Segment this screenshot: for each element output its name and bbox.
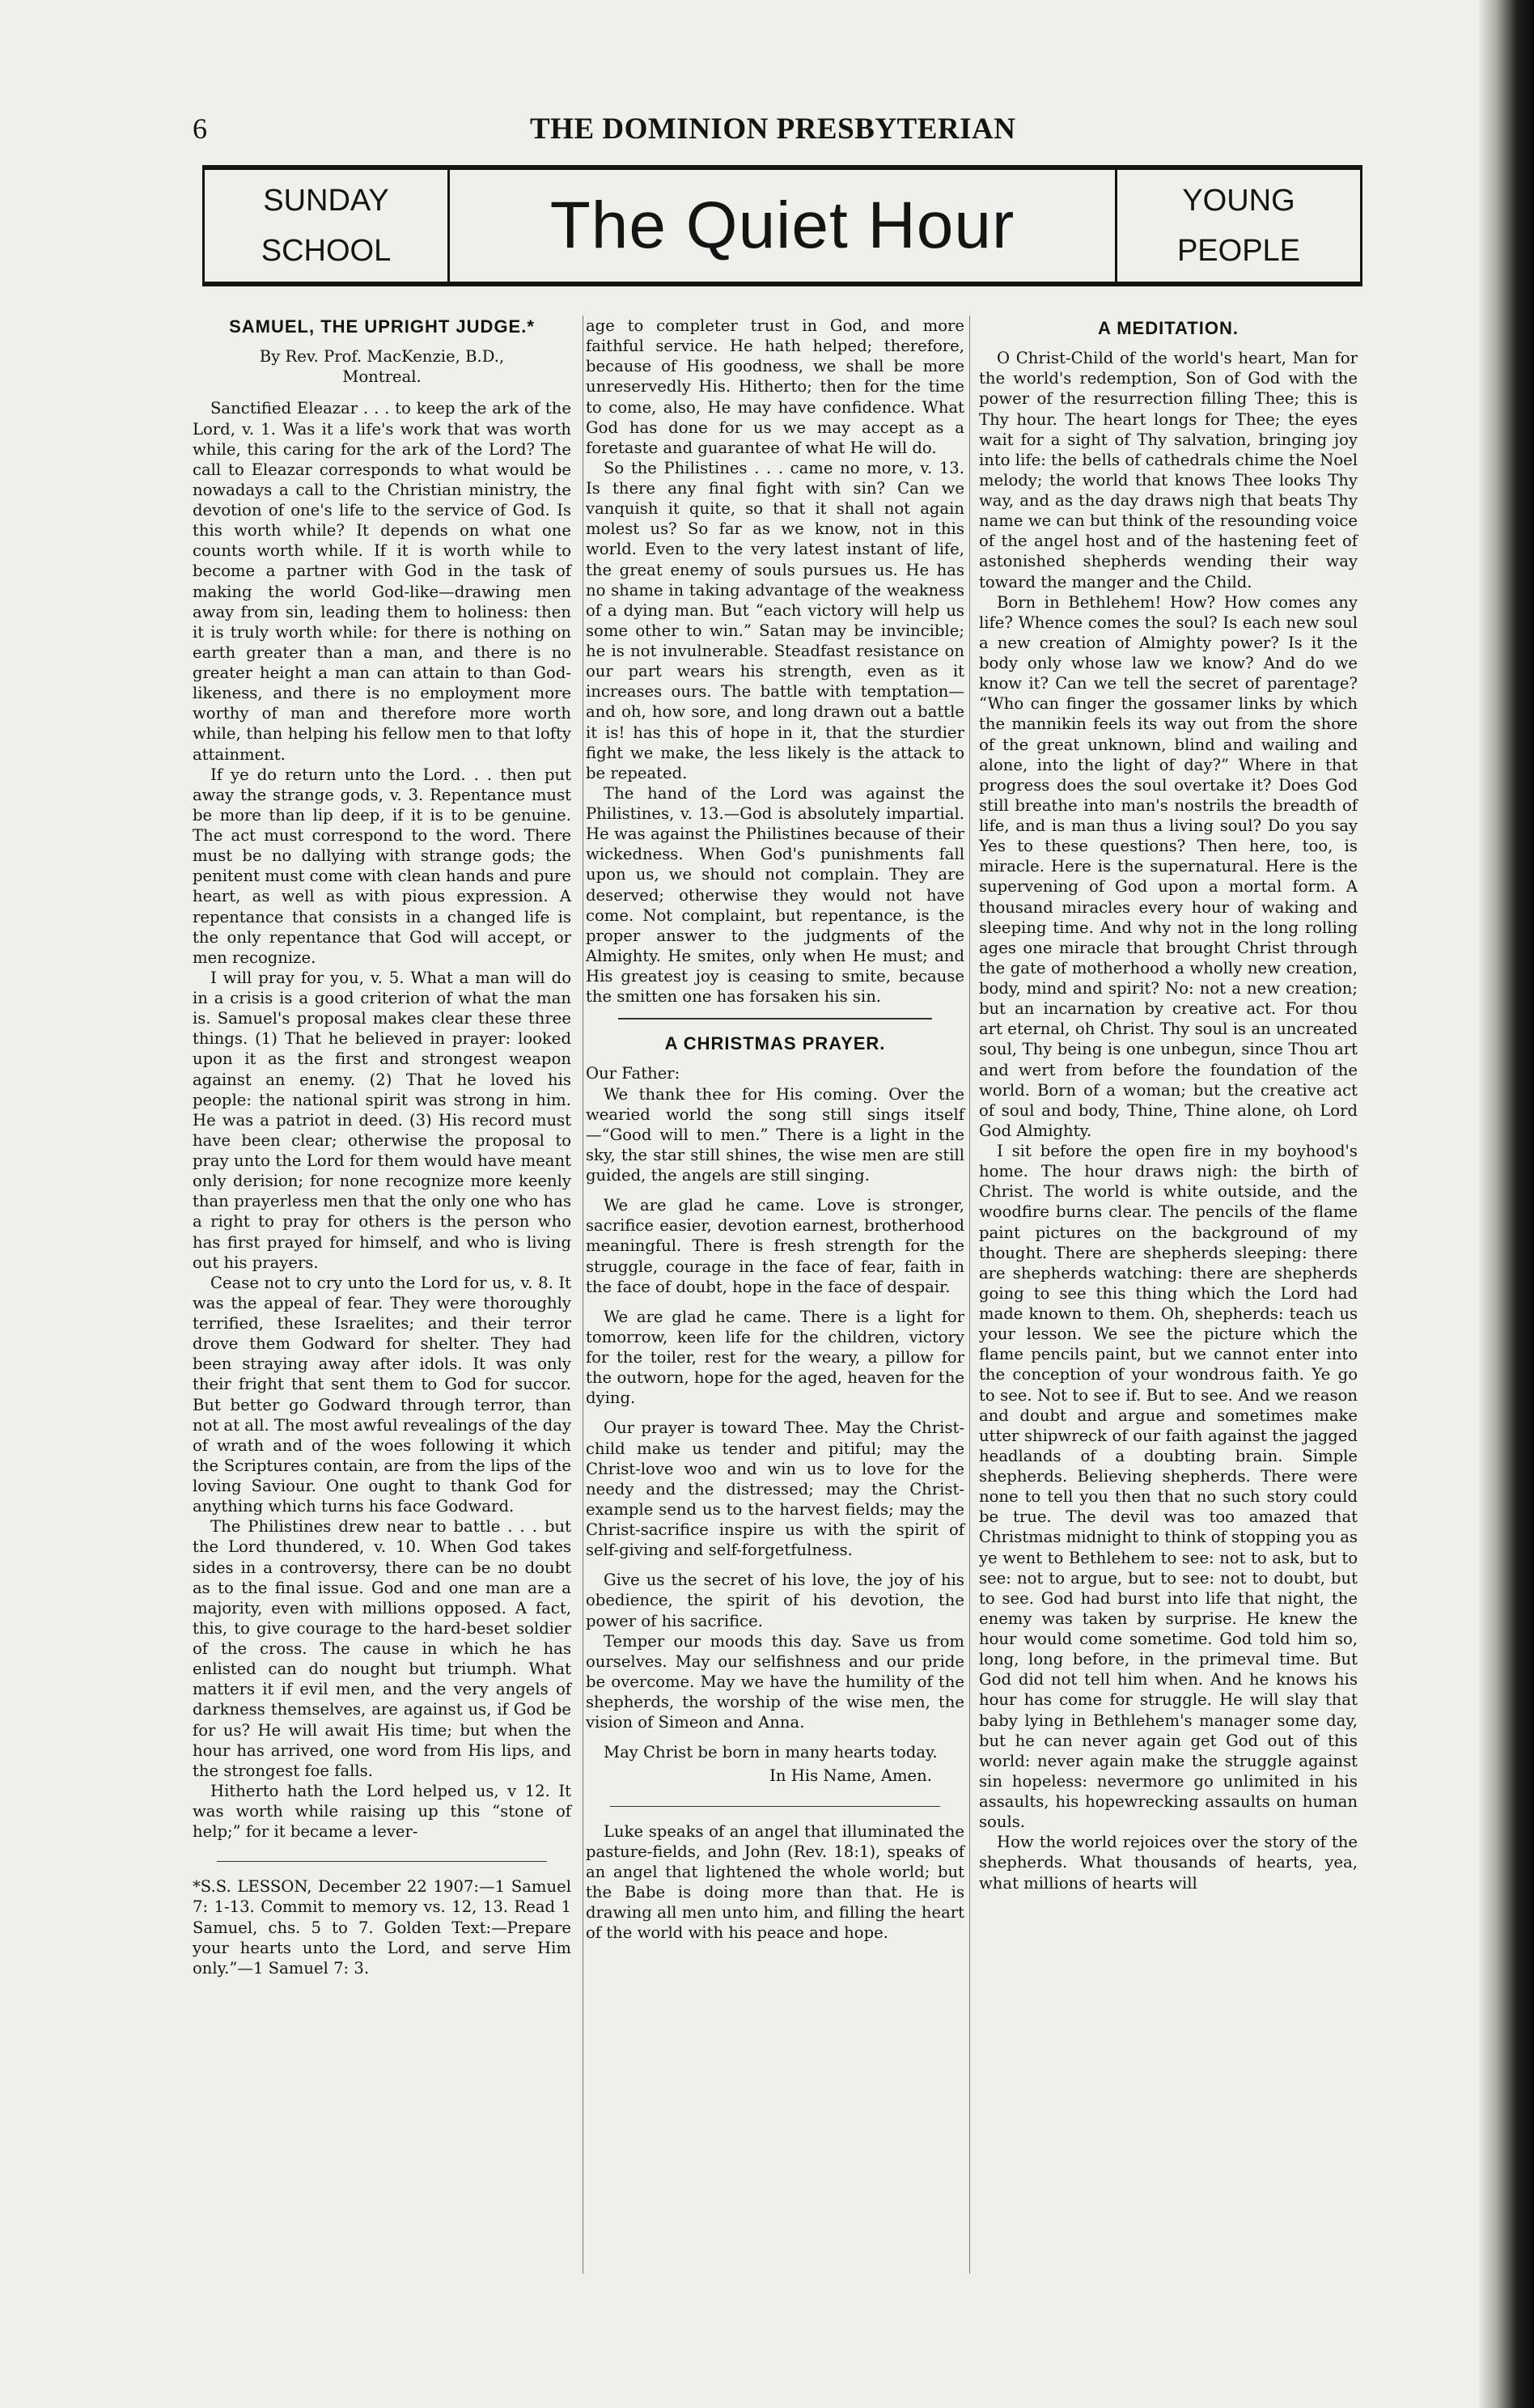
masthead-banner xyxy=(202,165,1362,286)
paragraph: age to completer trust in God, and more faithful service. He hath helped; therefore, because of His goodness, we shall be more unreservedly His. Hitherto; then for the time to come, also, He may have confidence. What God has done for us we may accept as a foretaste and guarantee of what He will do. xyxy=(586,316,964,457)
paragraph: The Philistines drew near to battle . . . but the Lord thundered, v. 10. When God takes sides in a controversy, there can be no doubt as to the final issue. God and one man are a majority, even with millions opposed. A fact, this, to give courage to the hard-beset soldier of the cross. The cause in which he has enlisted can do nought but triumph. What matters it if evil men, and the very angels of darkness themselves, are against us, if God be for us? He will await His time; but when the hour has arrived, one word from His lips, and the strongest foe falls. xyxy=(193,1517,571,1780)
paragraph: How the world rejoices over the story of the shepherds. What thousands of hearts, yea, what millions of hearts will xyxy=(979,1833,1358,1893)
paragraph: Luke speaks of an angel that illuminated the pasture-fields, and John (Rev. 18:1), speaks of an angel that lightened the whole world; but the Babe is doing more than that. He is drawing all men unto him, and filling the heart of the world with his peace and hope. xyxy=(586,1821,964,1943)
lesson-footnote: *S.S. LESSON, December 22 1907:—1 Samuel 7: 1-13. Commit to memory vs. 12, 13. Read 1 Samuel, chs. 5 to 7. Golden Text:—Prepare your hearts unto the Lord, and serve Him only.”—1 Samuel 7: 3. xyxy=(193,1877,571,1978)
paragraph: We are glad he came. Love is stronger, sacrifice easier, devotion earnest, brotherhood meaningful. There is fresh strength for the struggle, courage in the face of fear, faith in the face of doubt, hope in the face of despair. xyxy=(586,1196,964,1296)
column-left xyxy=(193,316,571,2241)
paragraph: Our prayer is toward Thee. May the Christ-child make us tender and pitiful; may the Christ-love woo and win us to love for the needy and the distressed; may the Christ-example send us to the harvest fields; may the Christ-sacrifice inspire us with the spirit of self-giving and self-forgetfulness. xyxy=(586,1418,964,1560)
paragraph: Give us the secret of his love, the joy of his obedience, the spirit of his devotion, the power of his sacrifice. xyxy=(586,1571,964,1630)
masthead-left-label: SUNDAY SCHOOL xyxy=(261,184,392,268)
footnote-rule xyxy=(217,1861,547,1862)
meditation-title: A MEDITATION. xyxy=(1098,318,1239,338)
page-number: 6 xyxy=(193,112,207,145)
masthead-right-label: YOUNG PEOPLE xyxy=(1176,184,1301,268)
article-title: SAMUEL, THE UPRIGHT JUDGE.* xyxy=(229,316,535,337)
paragraph: Hitherto hath the Lord helped us, v 12. It was worth while raising up this “stone of help;” for it became a lever- xyxy=(193,1781,571,1842)
paragraph: O Christ-Child of the world's heart, Man for the world's redemption, Son of God with the power of the resurrection filling Thee; this is Thy hour. The heart longs for Thee; the eyes wait for a sight of Thy salvation, bringing joy into life: the bells of cathedrals chime the Noel melody; the world that knows Thee looks Thy way, and as the day draws nigh that beats Thy name we can but think of the resounding voice of the angel host and of the hastening feet of astonished shepherds wending their way toward the manger and the Child. xyxy=(979,349,1358,591)
prayer-salutation: Our Father: xyxy=(586,1064,680,1083)
running-title: THE DOMINION PRESBYTERIAN xyxy=(530,112,1016,146)
prayer-signature: In His Name, Amen. xyxy=(769,1766,932,1786)
paragraph: Cease not to cry unto the Lord for us, v. 8. It was the appeal of fear. They were thoroughly terrified, these Israelites; and their terror drove them Godward for shelter. They had been straying away after idols. It was only their fright that sent them to God for succor. But better go Godward through terror, than not at all. The most awful revealings of the day of wrath and of the woes following it which the Scriptures contain, are from the lips of the loving Saviour. One ought to thank God for anything which turns his face Godward. xyxy=(193,1273,572,1516)
paragraph: So the Philistines . . . came no more, v. 13. Is there any final fight with sin? Can we vanquish it quite, so that it shall not again molest us? So far as we know, not in this world. Even to the very latest instant of life, the great enemy of souls pursues us. He has no shame in taking advantage of the weakness of a dying man. But “each victory will help us some other to win.” Satan may be invincible; he is not invulnerable. Steadfast resistance on our part wears his strength, even as it increases ours. The battle with temptation—and oh, how sore, and long drawn out a battle it is! has this of hope in it, that the sturdier fight we make, the less likely is the attack to be repeated. xyxy=(586,458,964,782)
column-middle xyxy=(586,316,964,2241)
section-rule xyxy=(618,1018,932,1020)
paragraph: We thank thee for His coming. Over the wearied world the song still sings itself—“Good will to men.” There is a light in the sky, the star still shines, the wise men are still guided, the angels are still singing. xyxy=(586,1084,964,1185)
paragraph: We are glad he came. There is a light for tomorrow, keen life for the children, victory for the toiler, rest for the weary, a pillow for the outworn, hope for the aged, heaven for the dying. xyxy=(586,1307,964,1408)
paragraph: If ye do return unto the Lord. . . then put away the strange gods, v. 3. Repentance must be more than lip deep, if it is to be genuine. The act must correspond to the word. There must be no dallying with strange gods; the penitent must come with clean hands and pure heart, as well as with pious expression. A repentance that consists in a changed life is the only repentance that God will accept, or men recognize. xyxy=(193,765,571,967)
paragraph: Sanctified Eleazar . . . to keep the ark of the Lord, v. 1. Was it a life's work that was worth while, this caring for the ark of the Lord? The call to Eleazar corresponds to what would be nowadays a call to the Christian ministry, the devotion of one's life to the service of God. Is this worth while? It depends on what one counts worth while. If it is worth while to become a partner with God in the task of making the world God-like—drawing men away from sin, leading them to holiness: then it is truly worth while: for there is nothing on earth greater than a man, and there is no greater height a man can attain to than God-likeness, and there is no employment more worthy of man and therefore more worth while, than helping his fellow men to that lofty attainment. xyxy=(193,399,571,764)
paragraph: Temper our moods this day. Save us from ourselves. May our selfishness and our pride be overcome. May we have the humility of the shepherds, the worship of the wise men, the vision of Simeon and Anna. xyxy=(586,1631,964,1732)
prayer-title: A CHRISTMAS PRAYER. xyxy=(664,1033,886,1054)
column-right xyxy=(979,316,1358,2241)
byline: By Rev. Prof. MacKenzie, B.D., Montreal. xyxy=(259,347,505,387)
masthead-title: The Quiet Hour xyxy=(447,170,1117,282)
article-columns xyxy=(193,316,1358,2241)
section-rule xyxy=(610,1806,940,1807)
page-edge-shadow xyxy=(1477,0,1534,2408)
paragraph: May Christ be born in many hearts today. xyxy=(604,1743,938,1762)
paragraph: I sit before the open fire in my boyhood's home. The hour draws nigh: the birth of Christ. The world is white outside, and the woodfire burns clear. The pencils of the flame paint pictures on the background of my thought. There are shepherds sleeping: there are shepherds watching: there are shepherds going to see this thing which the Lord had made known to them. Oh, shepherds: teach us your lesson. We see the picture which the flame pencils paint, but we cannot enter into the conception of your wondrous faith. Ye go to see. Not to see if. But to see. And we reason and doubt and argue and sometimes make utter shipwreck of our faith against the jagged headlands of a doubting brain. Simple shepherds. Believing shepherds. There were none to tell you then that no such story could be true. The devil was too amazed that Christmas midnight to think of stopping you as ye went to Bethlehem to see: not to ask, but to see: not to argue, but to see: not to doubt, but to see. God had burst into life that night, the enemy was taken by surprise. He knew the hour would come sometime. God told him so, long, long before, in the primeval time. But God did not tell him when. And he knows his hour has come for struggle. He will slay that baby lying in Bethlehem's manager some day, but he can never again get God out of this world: never again make the struggle against sin hopeless: nevermore go unlimited in his assaults, his hopewrecking assaults on human souls. xyxy=(979,1142,1358,1832)
paragraph: The hand of the Lord was against the Philistines, v. 13.—God is absolutely impartial. He was against the Philistines because of their wickedness. When God's punishments fall upon us, we should not complain. They are deserved; otherwise they would not have come. Not complaint, but repentance, is the proper answer to the judgments of the Almighty. He smites, only when He must; and His greatest joy is ceasing to smite, because the smitten one has forsaken his sin. xyxy=(586,783,964,1007)
paragraph: I will pray for you, v. 5. What a man will do in a crisis is a good criterion of what the man is. Samuel's proposal makes clear these three things. (1) That he believed in prayer: looked upon it as the first and strongest weapon against an enemy. (2) That he loved his people: the national spirit was strong in him. He was a patriot in deed. (3) His record must have been clear; otherwise the proposal to pray unto the Lord for them would have meant only derision; for none recognize more keenly than prayerless men that the only one who has a right to pray for others is the person who has first prayed for himself, and who is living out his prayers. xyxy=(193,968,571,1272)
paragraph: Born in Bethlehem! How? How comes any life? Whence comes the soul? Is each new soul a new creation of Almighty power? Is it the body only whose law we know? And do we know it? Can we tell the secret of parentage? “Who can finger the gossamer links by which the mannikin feels its way out from the shore of the great unknown, blind and wailing and alone, into the light of day?” Where in that progress does the soul overtake it? Does God still breathe into man's nostrils the breadth of life, and is man thus a living soul? Do you say Yes to these questions? Then here, too, is miracle. Here is the supernatural. Here is the supervening of God upon a mortal form. A thousand miracles every hour of waking and sleeping time. And why not in the long rolling ages one miracle that brought Christ through the gate of motherhood a wholly new creation, body, mind and spirit? No: not a new creation; but an incarnation by creative act. For thou art eternal, oh Christ. Thy soul is an uncreated soul, Thy being is one unbegun, since Thou art and wert from before the foundation of the world. Born of a woman; but the creative act of soul and body, Thine, Thine alone, oh Lord God Almighty. xyxy=(979,592,1358,1140)
